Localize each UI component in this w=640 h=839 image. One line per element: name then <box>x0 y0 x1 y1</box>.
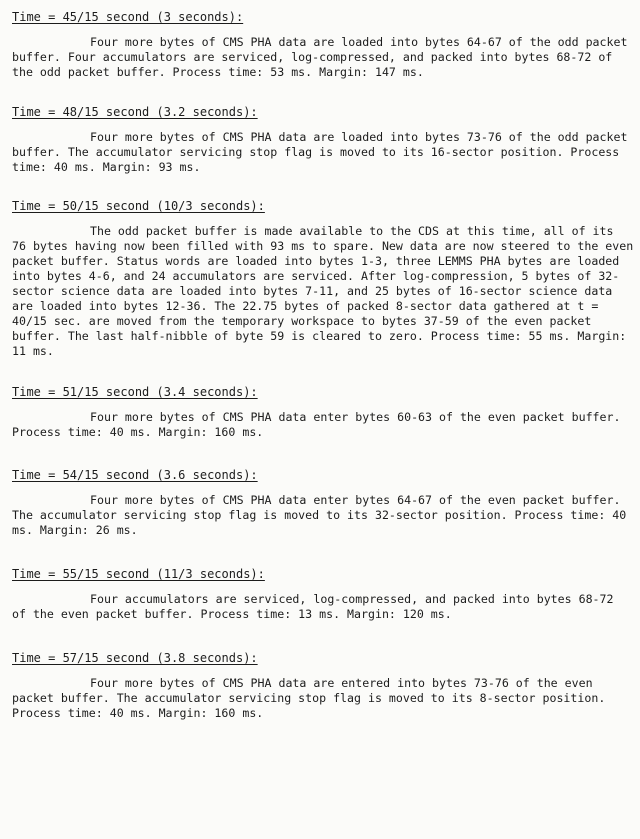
time-section <box>12 647 634 721</box>
section-paragraph: Four accumulators are serviced, log-compressed, and packed into bytes 68-72 of the even packet buffer. Process time: 13 ms. Margin: 120 ms. <box>12 592 614 622</box>
time-section <box>12 6 634 80</box>
section-heading: Time = 45/15 second (3 seconds): <box>12 10 244 24</box>
section-heading: Time = 51/15 second (3.4 seconds): <box>12 384 258 399</box>
time-section <box>12 101 634 175</box>
section-heading: Time = 57/15 second (3.8 seconds): <box>12 650 258 665</box>
section-heading: Time = 55/15 second (11/3 seconds): <box>12 567 265 582</box>
section-heading: Time = 54/15 second (3.6 seconds): <box>12 468 258 483</box>
section-paragraph: Four more bytes of CMS PHA data enter bytes 60-63 of the even packet buffer. Process time: 40 ms. Margin: 160 ms. <box>12 409 621 439</box>
time-section <box>12 195 634 358</box>
time-section <box>12 381 634 440</box>
section-paragraph: The odd packet buffer is made available to the CDS at this time, all of its 76 bytes having now been filled with 93 ms to spare. New data are now steered to the even packet buffer. Status words are loaded into bytes 1-3, three LEMMS PHA bytes are loaded into bytes 4-6, and 24 accumulators are serviced. After log-compression, 5 bytes of 32-sector science data are loaded into bytes 7-11, and 25 bytes of 16-sector science data are loaded into bytes 12-36. The 22.75 bytes of packed 8-sector data gathered at t = 40/15 sec. are moved from the temporary workspace to bytes 37-59 of the even packet buffer. The last half-nibble of byte 59 is cleared to zero. Process time: 55 ms. Margin: 11 ms. <box>12 224 634 358</box>
section-paragraph: Four more bytes of CMS PHA data are entered into bytes 73-76 of the even packet buffer. The accumulator servicing stop flag is moved to its 8-sector position. Process time: 40 ms. Margin: 160 ms. <box>12 675 606 720</box>
document-page <box>12 6 634 721</box>
section-paragraph: Four more bytes of CMS PHA data are loaded into bytes 64-67 of the odd packet buffer. Four accumulators are serviced, log-compressed, and packed into bytes 68-72 of the odd packet buffer. Process time: 53 ms. Margin: 147 ms. <box>12 35 628 79</box>
time-section <box>12 563 634 622</box>
section-heading: Time = 50/15 second (10/3 seconds): <box>12 199 265 214</box>
section-paragraph: Four more bytes of CMS PHA data are loaded into bytes 73-76 of the odd packet buffer. The accumulator servicing stop flag is moved to its 16-sector position. Process time: 40 ms. Margin: 93 ms. <box>12 129 628 174</box>
section-heading: Time = 48/15 second (3.2 seconds): <box>12 104 258 119</box>
time-section <box>12 464 634 538</box>
section-paragraph: Four more bytes of CMS PHA data enter bytes 64-67 of the even packet buffer. The accumulator servicing stop flag is moved to its 32-sector position. Process time: 40 ms. Margin: 26 ms. <box>12 493 627 538</box>
